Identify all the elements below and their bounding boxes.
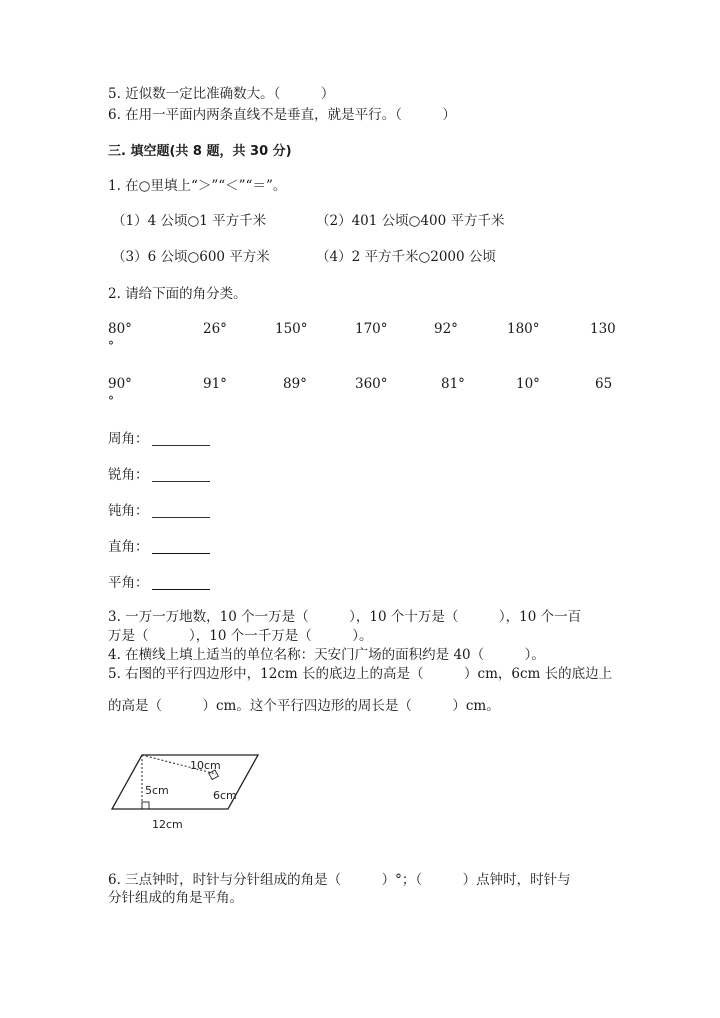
angle-value: 65 [595, 376, 613, 392]
parallelogram-figure [100, 745, 270, 840]
angle-value: 81° [441, 376, 465, 392]
q1-item-4: （4）2 平方千米○2000 公顷 [316, 249, 496, 265]
question-5-line-2: 的高是（ ）cm。这个平行四边形的周长是（ ）cm。 [108, 698, 500, 714]
angle-value-wrap: ° [108, 339, 114, 353]
answer-blank[interactable] [152, 481, 210, 482]
question-1: 1. 在○里填上“＞”“＜”“＝”。 [108, 178, 287, 194]
answer-blank[interactable] [152, 517, 210, 518]
category-straight-angle: 平角： [108, 575, 149, 591]
question-2: 2. 请给下面的角分类。 [108, 286, 247, 302]
angle-value-wrap: ° [108, 394, 114, 408]
angle-value: 180° [507, 321, 540, 337]
q1-item-2: （2）401 公顷○400 平方千米 [316, 213, 505, 229]
category-obtuse-angle: 钝角： [108, 503, 149, 519]
angle-value: 10° [516, 376, 540, 392]
angle-value: 90° [108, 376, 132, 392]
question-4: 4. 在横线上填上适当的单位名称：天安门广场的面积约是 40（ ）。 [108, 647, 545, 663]
angle-value: 92° [434, 321, 458, 337]
angle-value: 26° [203, 321, 227, 337]
angle-value: 130 [590, 321, 616, 337]
angle-value: 360° [355, 376, 388, 392]
judgement-q5: 5. 近似数一定比准确数大。（ ） [108, 86, 335, 102]
section-title: 三. 填空题(共 8 题，共 30 分) [108, 144, 292, 159]
question-5-line-1: 5. 右图的平行四边形中，12cm 长的底边上的高是（ ）cm，6cm 长的底边上 [108, 666, 613, 682]
q1-item-1: （1）4 公顷○1 平方千米 [112, 213, 267, 229]
answer-blank[interactable] [152, 553, 210, 554]
right-angle-mark [142, 802, 149, 809]
question-3-line-2: 万是（ ），10 个一千万是（ ）。 [108, 628, 373, 644]
question-6-line-2: 分针组成的角是平角。 [108, 890, 243, 906]
angle-value: 170° [355, 321, 388, 337]
answer-blank[interactable] [152, 445, 210, 446]
judgement-q6: 6. 在用一平面内两条直线不是垂直，就是平行。（ ） [108, 107, 456, 123]
angle-value: 80° [108, 321, 132, 337]
angle-value: 91° [203, 376, 227, 392]
label-side: 6cm [213, 789, 237, 802]
question-3-line-1: 3. 一万一万地数，10 个一万是（ ），10 个十万是（ ），10 个一百 [108, 609, 582, 625]
label-top: 10cm [190, 759, 221, 772]
angle-value: 150° [275, 321, 308, 337]
angle-value: 89° [283, 376, 307, 392]
label-base: 12cm [152, 818, 183, 831]
label-height: 5cm [145, 784, 169, 797]
category-right-angle: 直角： [108, 539, 149, 555]
question-6-line-1: 6. 三点钟时，时针与分针组成的角是（ ）°；（ ）点钟时，时针与 [108, 872, 571, 888]
category-acute-angle: 锐角： [108, 467, 149, 483]
answer-blank[interactable] [152, 589, 210, 590]
category-full-angle: 周角： [108, 431, 149, 447]
q1-item-3: （3）6 公顷○600 平方米 [112, 249, 270, 265]
